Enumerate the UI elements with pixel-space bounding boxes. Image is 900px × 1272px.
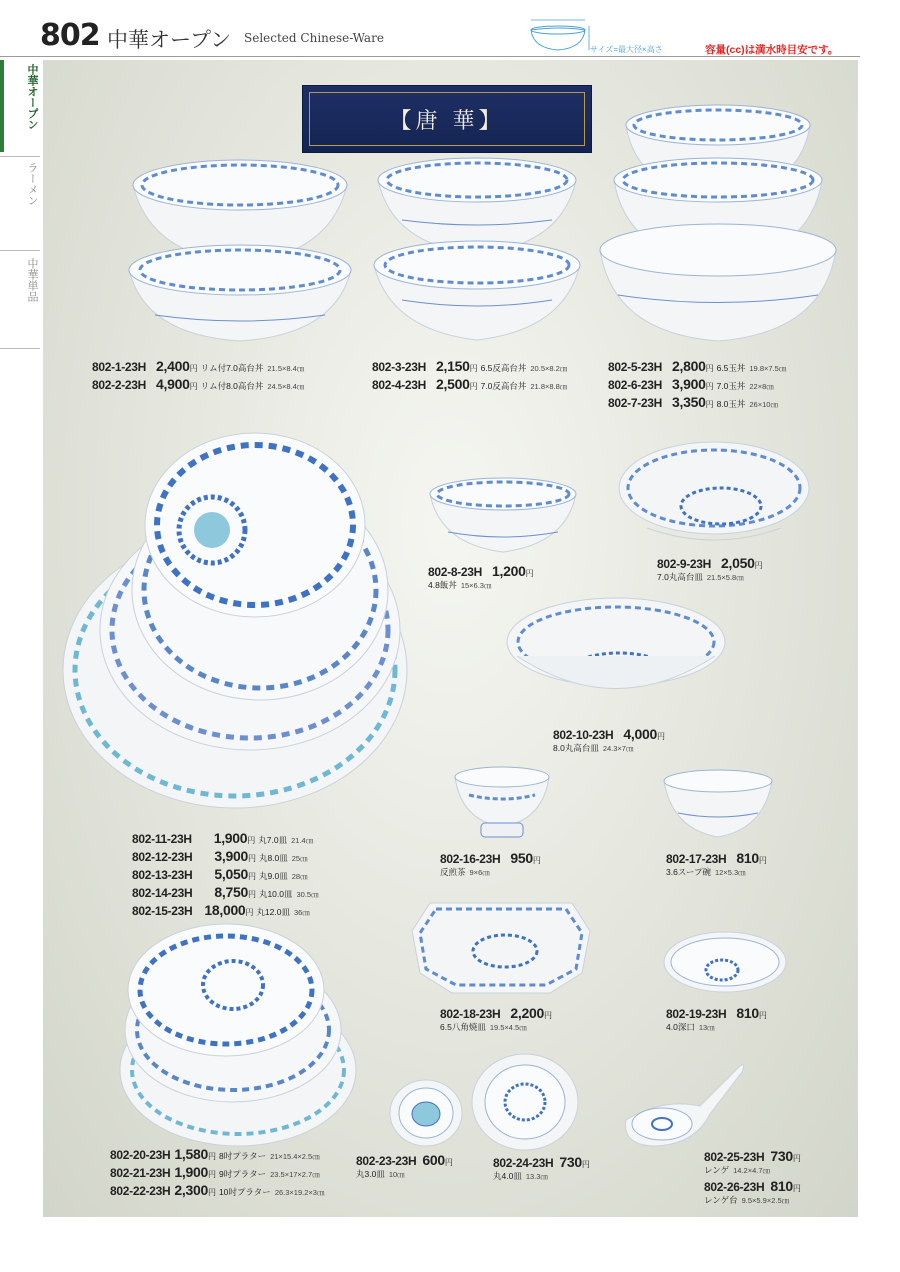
product-802-14: 802-14-23H 8,750円 丸10.0皿 30.5㎝ — [132, 884, 319, 900]
product-802-25-desc: レンゲ 14.2×4.7㎝ — [704, 1165, 771, 1175]
product-802-24: 802-24-23H 730円 — [493, 1154, 590, 1170]
product-802-18: 802-18-23H 2,200円 — [440, 1005, 552, 1021]
product-802-8: 802-8-23H 1,200円 — [428, 563, 534, 579]
product-802-10: 802-10-23H 4,000円 — [553, 726, 665, 742]
product-802-19: 802-19-23H 810円 — [666, 1005, 767, 1021]
size-legend: サイズ=最大径×高さ — [590, 45, 663, 54]
large-footed-plate-image — [505, 596, 727, 721]
product-802-4: 802-4-23H 2,500円 7.0反高台丼 21.8×8.8㎝ — [372, 376, 568, 392]
spoon-image — [622, 1058, 746, 1153]
product-802-12: 802-12-23H 3,900円 丸8.0皿 25㎝ — [132, 848, 308, 864]
rim-bowl-image — [125, 145, 355, 345]
bowl-size-icon — [525, 14, 595, 54]
product-802-15: 802-15-23H 18,000円 丸12.0皿 36㎝ — [132, 902, 310, 918]
product-802-23: 802-23-23H 600円 — [356, 1152, 453, 1168]
page-number: 802 — [40, 18, 100, 53]
series-title: 【唐 華】 — [389, 109, 505, 134]
tab-divider — [0, 156, 40, 157]
page-title: 中華オープン — [107, 28, 232, 52]
product-802-16-desc: 反煎茶 9×6㎝ — [440, 867, 490, 877]
product-802-6: 802-6-23H 3,900円 7.0玉丼 22×8㎝ — [608, 376, 774, 392]
tab-divider — [0, 250, 40, 251]
round-plate-small-image — [470, 1052, 580, 1152]
tea-cup-image — [453, 765, 551, 845]
product-802-13: 802-13-23H 5,050円 丸9.0皿 28㎝ — [132, 866, 308, 882]
product-802-25: 802-25-23H 730円 — [704, 1148, 801, 1164]
side-tab-ramen[interactable]: ラーメン — [26, 162, 38, 206]
product-802-17-desc: 3.6スープ碗 12×5.3㎝ — [666, 867, 746, 877]
deep-dish-image — [662, 930, 788, 1000]
sori-bowl-image — [372, 150, 582, 345]
small-plate-image — [388, 1078, 464, 1148]
product-802-2: 802-2-23H 4,900円 リム付8.0高台丼 24.5×8.4㎝ — [92, 376, 305, 392]
product-802-5: 802-5-23H 2,800円 6.5玉丼 19.8×7.5㎝ — [608, 358, 787, 374]
product-802-9: 802-9-23H 2,050円 — [657, 555, 763, 571]
product-802-3: 802-3-23H 2,150円 6.5反高台丼 20.5×8.2㎝ — [372, 358, 568, 374]
product-802-26-desc: レンゲ台 9.5×5.9×2.5㎝ — [704, 1195, 790, 1205]
rice-bowl-image — [428, 472, 578, 562]
product-802-26: 802-26-23H 810円 — [704, 1178, 801, 1194]
product-802-8-desc: 4.8飯丼 15×6.3㎝ — [428, 580, 492, 590]
product-802-19-desc: 4.0深口 13㎝ — [666, 1022, 715, 1032]
side-tab-chuka-open[interactable]: 中華オープン — [26, 64, 38, 130]
oval-platters-image — [108, 920, 358, 1148]
series-banner — [302, 85, 592, 153]
tab-divider — [0, 348, 40, 349]
product-802-11: 802-11-23H 1,900円 丸7.0皿 21.4㎝ — [132, 830, 314, 846]
tama-bowl-image — [598, 95, 838, 345]
product-802-20: 802-20-23H 1,580円 8吋プラター 21×15.4×2.5㎝ — [110, 1146, 320, 1162]
round-plates-image — [60, 430, 410, 810]
product-802-23-desc: 丸3.0皿 10㎝ — [356, 1169, 405, 1179]
product-802-10-desc: 8.0丸高台皿 24.3×7㎝ — [553, 743, 634, 753]
product-802-17: 802-17-23H 810円 — [666, 850, 767, 866]
product-802-18-desc: 6.5八角焼皿 19.5×4.5㎝ — [440, 1022, 527, 1032]
soup-bowl-image — [662, 767, 774, 842]
side-tab-chuka-tanpin[interactable]: 中華単品 — [26, 258, 38, 302]
octagonal-plate-image — [410, 895, 592, 1000]
product-802-1: 802-1-23H 2,400円 リム付7.0高台丼 21.5×8.4㎝ — [92, 358, 305, 374]
round-footed-plate-image — [617, 438, 812, 553]
capacity-note: 容量(cc)は満水時目安です。 — [705, 44, 839, 56]
product-802-24-desc: 丸4.0皿 13.3㎝ — [493, 1171, 548, 1181]
page-subtitle: Selected Chinese-Ware — [244, 31, 384, 45]
product-802-21: 802-21-23H 1,900円 9吋プラター 23.5×17×2.7㎝ — [110, 1164, 320, 1180]
product-802-22: 802-22-23H 2,300円 10吋プラター 26.3×19.2×3㎝ — [110, 1182, 325, 1198]
product-802-16: 802-16-23H 950円 — [440, 850, 541, 866]
product-802-9-desc: 7.0丸高台皿 21.5×5.8㎝ — [657, 572, 744, 582]
product-802-7: 802-7-23H 3,350円 8.0玉丼 26×10㎝ — [608, 394, 778, 410]
